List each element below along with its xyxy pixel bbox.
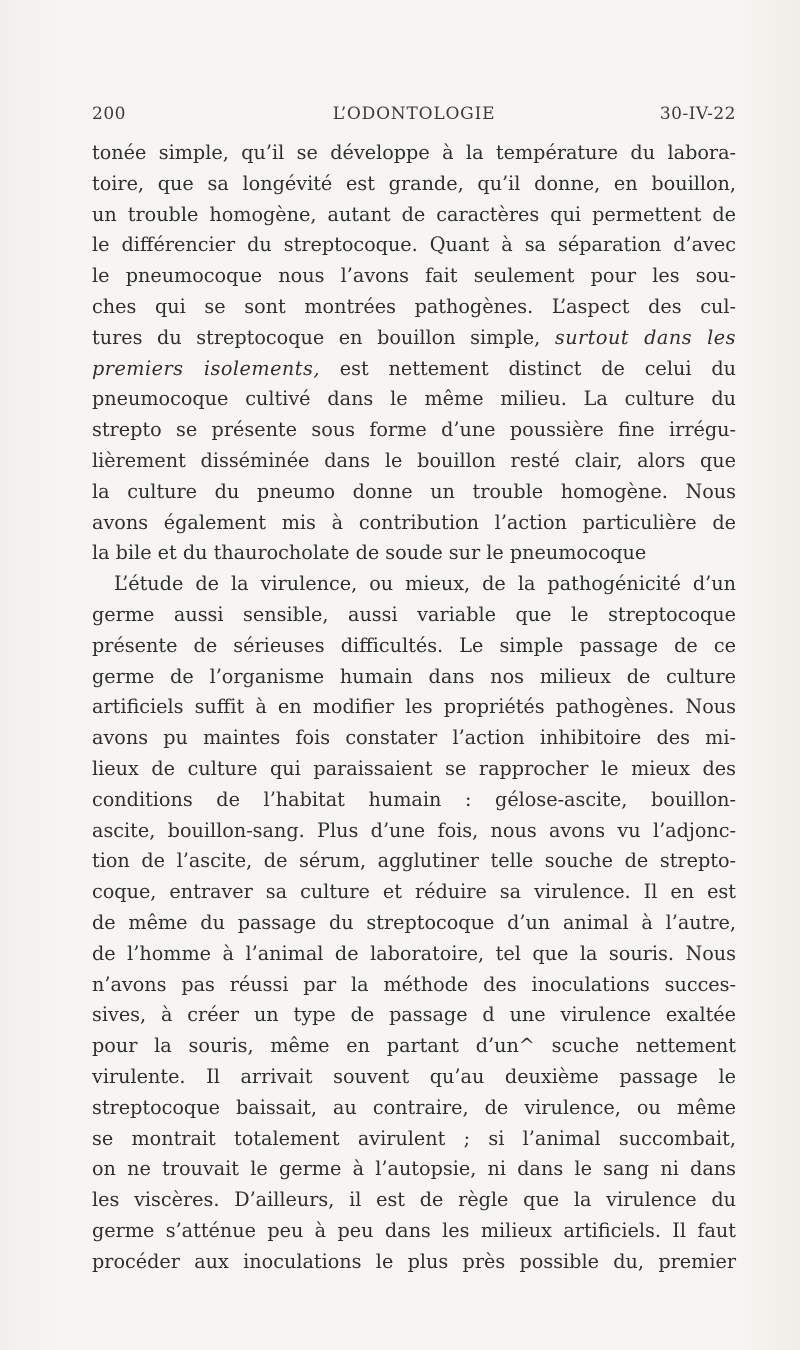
text-line [92,1154,736,1185]
text-line [92,1216,736,1247]
text-span: procéder aux inoculations le plus près possible du, premier [92,1249,736,1273]
text-line [92,169,736,200]
text-span: streptocoque baissait, au contraire, de virulence, ou même [92,1095,736,1119]
text-span: un trouble homogène, autant de caractères qui permettent de [92,202,736,226]
text-span: présente de sérieuses difficultés. Le simple passage de ce [92,633,736,657]
text-line [92,662,736,693]
text-line [92,785,736,816]
text-span: se montrait totalement avirulent ; si l’animal succombait, [92,1126,736,1150]
text-line [92,292,736,323]
text-line [92,508,736,539]
text-span: on ne trouvait le germe à l’autopsie, ni dans le sang ni dans [92,1157,736,1181]
text-span: est nettement distinct de celui du [319,356,736,380]
text-line [92,939,736,970]
running-header [92,104,736,130]
text-line [92,600,736,631]
text-line [92,323,736,354]
text-line [92,877,736,908]
text-span: n’avons pas réussi par la méthode des inoculations succes- [92,972,736,996]
body-text [92,138,736,1277]
text-span: avons pu maintes fois constater l’action inhibitoire des mi- [92,726,736,750]
text-line [92,1124,736,1155]
text-span: pneumocoque cultivé dans le même milieu. La culture du [92,387,736,411]
text-line [92,477,736,508]
text-span: le différencier du streptocoque. Quant à sa séparation d’avec [92,233,736,257]
text-span: tures du streptocoque en bouillon simple, [92,325,555,349]
text-line [92,1185,736,1216]
text-span: les viscères. D’ailleurs, il est de règle que la virulence du [92,1188,736,1212]
text-span: coque, entraver sa culture et réduire sa virulence. Il en est [92,880,736,904]
text-line [92,446,736,477]
text-line [92,538,736,569]
text-line [92,1247,736,1278]
text-line [92,970,736,1001]
text-span: tion de l’ascite, de sérum, agglutiner telle souche de strepto- [92,849,736,873]
text-span: pour la souris, même en partant d’un^ scuche nettement [92,1034,736,1058]
text-span: la culture du pneumo donne un trouble homogène. Nous [92,479,736,503]
text-span: la bile et du thaurocholate de soude sur le pneumocoque [92,541,647,565]
italic-text-span: premiers isolements, [92,356,320,380]
text-line [92,384,736,415]
text-line [92,631,736,662]
page-number: 200 [92,104,126,124]
text-span: germe aussi sensible, aussi variable que le streptocoque [92,602,736,626]
text-line [92,908,736,939]
text-span: tonée simple, qu’il se développe à la température du labora- [92,141,736,164]
text-line [92,415,736,446]
italic-text-span: surtout dans les [554,325,736,349]
text-line [92,1000,736,1031]
text-span: artificiels suffit à en modifier les propriétés pathogènes. Nous [92,695,736,719]
text-span: toire, que sa longévité est grande, qu’il donne, en bouillon, [92,171,736,195]
text-span: germe de l’organisme humain dans nos milieux de culture [92,664,736,688]
text-span: sives, à créer un type de passage d une virulence exaltée [92,1003,736,1027]
text-line [92,261,736,292]
text-span: de même du passage du streptocoque d’un animal à l’autre, [92,910,736,934]
text-span: L’étude de la virulence, ou mieux, de la pathogénicité d’un [114,572,736,596]
text-line [92,354,736,385]
text-span: conditions de l’habitat humain : gélose-ascite, bouillon- [92,787,736,811]
text-span: virulente. Il arrivait souvent qu’au deuxième passage le [92,1064,736,1088]
text-line [92,138,736,169]
text-span: avons également mis à contribution l’action particulière de [92,510,736,534]
text-line [92,200,736,231]
text-line [92,816,736,847]
journal-title: L’ODONTOLOGIE [332,104,496,124]
text-span: lièrement disséminée dans le bouillon resté clair, alors que [92,448,736,472]
text-line [92,1031,736,1062]
text-span: de l’homme à l’animal de laboratoire, tel que la souris. Nous [92,941,736,965]
text-line [92,1093,736,1124]
text-line [92,692,736,723]
text-line [92,569,736,600]
text-line [92,230,736,261]
issue-date: 30-IV-22 [659,104,736,124]
text-span: lieux de culture qui paraissaient se rapprocher le mieux des [92,756,736,780]
text-line [92,1062,736,1093]
text-span: le pneumocoque nous l’avons fait seulement pour les sou- [92,264,736,288]
text-line [92,754,736,785]
text-span: ascite, bouillon-sang. Plus d’une fois, nous avons vu l’adjonc- [92,818,736,842]
text-span: ches qui se sont montrées pathogènes. L’aspect des cul- [92,294,736,318]
text-span: strepto se présente sous forme d’une poussière fine irrégu- [92,418,736,442]
text-line [92,723,736,754]
text-line [92,846,736,877]
text-span: germe s’atténue peu à peu dans les milieux artificiels. Il faut [92,1218,736,1242]
